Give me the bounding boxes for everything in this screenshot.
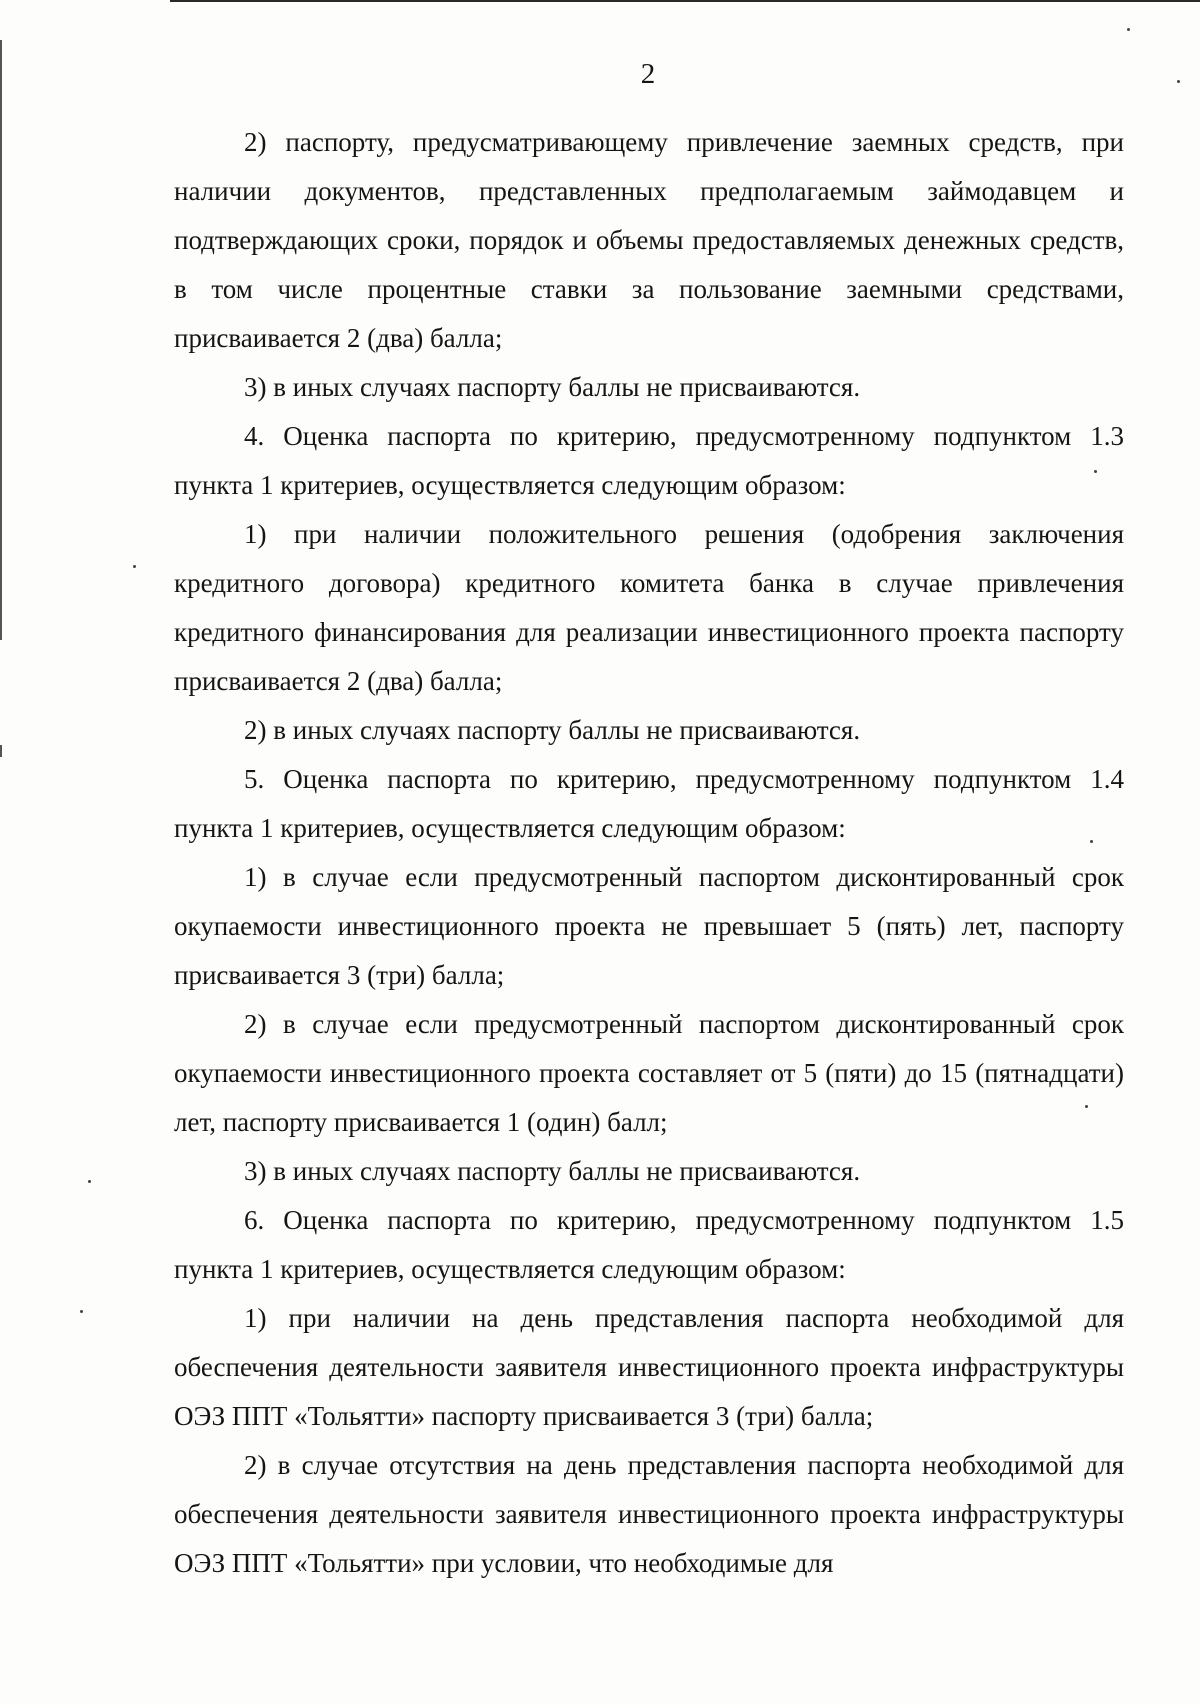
paragraph: 2) паспорту, предусматривающему привлечение заемных средств, при наличии документов, представленных предполагаемым займодавцем и подтверждающих сроки, порядок и объемы предоставляемых денежных средств, в том числе процентные ставки за пользование заемными средствами, присваивается 2 (два) балла;	[174, 127, 1124, 353]
paragraph: 2) в случае отсутствия на день представления паспорта необходимой для обеспечения деятельности заявителя инвестиционного проекта инфраструктуры ОЭЗ ППТ «Тольятти» при условии, что необходимые для	[174, 1450, 1124, 1578]
scan-speck	[88, 1180, 91, 1183]
paragraph: 2) в случае если предусмотренный паспортом дисконтированный срок окупаемости инвестиционного проекта составляет от 5 (пяти) до 15 (пятнадцати) лет, паспорту присваивается 1 (один) балл;	[174, 1009, 1124, 1137]
paragraph: 3) в иных случаях паспорту баллы не присваиваются.	[244, 372, 861, 402]
scan-speck	[1085, 1105, 1088, 1108]
paragraph: 1) при наличии на день представления паспорта необходимой для обеспечения деятельности заявителя инвестиционного проекта инфраструктуры ОЭЗ ППТ «Тольятти» паспорту присваивается 3 (три) балла;	[174, 1303, 1124, 1431]
scan-speck	[80, 1310, 83, 1313]
document-body	[174, 118, 1124, 1588]
paragraph: 6. Оценка паспорта по критерию, предусмотренному подпунктом 1.5 пункта 1 критериев, осуществляется следующим образом:	[174, 1205, 1124, 1284]
paragraph: 5. Оценка паспорта по критерию, предусмотренному подпунктом 1.4 пункта 1 критериев, осуществляется следующим образом:	[174, 764, 1124, 843]
paragraph: 1) при наличии положительного решения (одобрения заключения кредитного договора) кредитного комитета банка в случае привлечения кредитного финансирования для реализации инвестиционного проекта паспорту присваивается 2 (два) балла;	[174, 519, 1124, 696]
page-number: 2	[640, 58, 656, 90]
scan-speck	[133, 565, 136, 568]
left-scan-mark	[0, 745, 2, 757]
paragraph: 3) в иных случаях паспорту баллы не присваиваются.	[244, 1156, 861, 1186]
scan-speck	[1094, 470, 1097, 473]
paragraph: 4. Оценка паспорта по критерию, предусмотренному подпунктом 1.3 пункта 1 критериев, осуществляется следующим образом:	[174, 421, 1124, 500]
scan-speck	[1127, 28, 1130, 31]
scan-speck	[1177, 80, 1180, 83]
paragraph: 1) в случае если предусмотренный паспортом дисконтированный срок окупаемости инвестиционного проекта не превышает 5 (пять) лет, паспорту присваивается 3 (три) балла;	[174, 862, 1124, 990]
top-scan-edge	[170, 0, 1200, 2]
paragraph: 2) в иных случаях паспорту баллы не присваиваются.	[244, 715, 861, 745]
left-scan-edge	[0, 40, 2, 640]
scan-speck	[1090, 840, 1093, 843]
